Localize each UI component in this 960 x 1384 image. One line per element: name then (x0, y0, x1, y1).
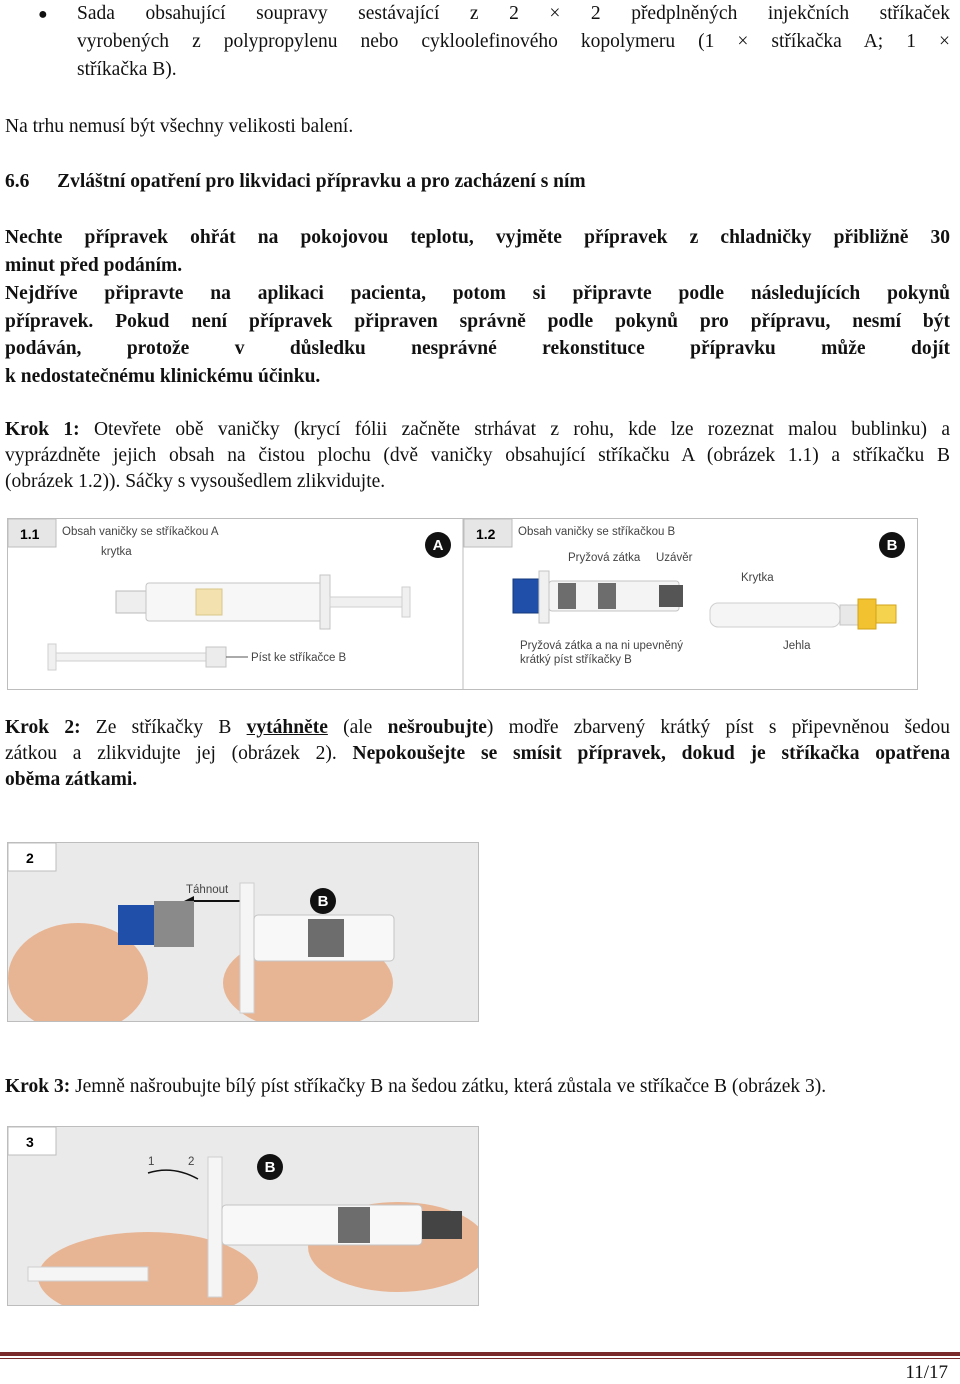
para-line: oběma zátkami. (5, 769, 138, 790)
figure-2-illustration (8, 843, 478, 1021)
para-line: Nechte přípravek ohřát na pokojovou teplotu, vyjměte přípravek z chladničky přibližně 30 (5, 227, 950, 248)
figure-1-2-number: 1.2 (476, 526, 496, 542)
para-line (5, 741, 950, 767)
label-rubber-stopper: Pryžová zátka (568, 552, 641, 564)
figure-1-1-number: 1.1 (20, 526, 40, 542)
para-fragment: Nepokoušejte se smísit přípravek, dokud je stříkačka opatřena (336, 743, 951, 764)
figure-1 (7, 518, 918, 690)
para-fragment: ) modře zbarvený krátký píst s připevněnou šedou (486, 717, 950, 738)
syringe-a-icon (116, 575, 410, 629)
figure-1-illustration (8, 519, 917, 689)
needle-with-cap-icon (710, 599, 896, 629)
bullet-line: Sada obsahující soupravy sestávající z 2 × 2 předplněných injekčních stříkaček (77, 3, 950, 24)
para-fragment: Otevřete obě vaničky (krycí fólii začněte strhávat z rohu, kde lze rozeznat malou bublinku) a (79, 419, 950, 440)
para-line: minut před podáním. (5, 254, 183, 276)
label-short-plunger-1: Pryžová zátka a na ni upevněný (520, 640, 684, 652)
section-heading (5, 168, 950, 196)
label-cap-a: krytka (101, 546, 132, 558)
section-number: 6.6 (5, 171, 30, 192)
badge-b-label: B (317, 893, 329, 910)
label-needle: Jehla (783, 640, 811, 652)
figure-3-illustration (8, 1127, 478, 1305)
figure-2-number: 2 (26, 850, 34, 866)
label-step-1: 1 (148, 1156, 155, 1168)
step-label: Krok 1: (5, 419, 80, 440)
step-label: Krok 2: (5, 717, 81, 738)
bullet-line: stříkačka B). (77, 59, 177, 80)
label-step-2: 2 (188, 1156, 195, 1168)
step-label: Krok 3: (5, 1076, 71, 1097)
para-line (5, 715, 950, 741)
para-fragment: zátkou a zlikvidujte jej (obrázek 2). (5, 743, 337, 764)
badge-b-label: B (264, 1159, 276, 1176)
figure-3-number: 3 (26, 1134, 34, 1150)
label-short-plunger-2: krátký píst stříkačky B (520, 654, 632, 666)
section-title: Zvláštní opatření pro likvidaci přípravku a pro zacházení s ním (57, 171, 586, 192)
para-line (5, 417, 950, 443)
para-fragment: (ale (327, 717, 388, 738)
footer-rule (0, 1352, 960, 1356)
footer-rule-thin (0, 1358, 960, 1359)
para-line: podáván, protože v důsledku nesprávné rekonstituce přípravku může dojít (5, 338, 950, 359)
para-line: (obrázek 1.2)). Sáčky s vysoušedlem zlikvidujte. (5, 471, 386, 492)
para-fragment: vytáhněte (246, 717, 328, 738)
bullet-line: vyrobených z polypropylenu nebo cykloolefinového kopolymeru (1 × stříkačka A; 1 × (77, 31, 950, 52)
para-line (5, 308, 950, 336)
figure-2 (7, 842, 479, 1022)
preparation-paragraph (5, 280, 950, 390)
para-fragment: Jemně našroubujte bílý píst stříkačky B na šedou zátku, která zůstala ve stříkačce B (obrázek 3). (70, 1076, 827, 1097)
step3-paragraph (5, 1074, 950, 1100)
warm-up-paragraph (5, 224, 950, 279)
para-line: vyprázdněte jejich obsah na čistou plochu (dvě vaničky obsahující stříkačku A (obrázek 1.1) a stříkačku B (5, 445, 950, 466)
label-pull: Táhnout (186, 884, 229, 896)
syringe-b-icon (513, 571, 683, 623)
page-number: 11/17 (905, 1362, 948, 1383)
label-cap-b: Krytka (741, 572, 774, 584)
bullet-dot-icon: ● (38, 6, 48, 23)
para-fragment: Ze stříkačky B (80, 717, 247, 738)
bullet-item (0, 0, 960, 90)
figure-1-2-title: Obsah vaničky se stříkačkou B (518, 526, 676, 538)
step1-paragraph (5, 417, 950, 495)
para-fragment: přípravek. (5, 310, 94, 332)
para-line: Nejdříve připravte na aplikaci pacienta, potom si připravte podle následujících pokynů (5, 283, 950, 304)
plunger-b-icon (48, 644, 226, 670)
badge-a-label: A (432, 537, 444, 554)
label-closure: Uzávěr (656, 552, 693, 564)
pack-size-note: Na trhu nemusí být všechny velikosti balení. (5, 116, 354, 137)
para-fragment: nešroubujte (387, 717, 487, 738)
figure-1-1-title: Obsah vaničky se stříkačkou A (62, 526, 219, 538)
badge-b-label: B (886, 537, 898, 554)
para-fragment: Pokud není přípravek připraven správně podle pokynů pro přípravu, nesmí být (93, 310, 950, 332)
figure-3 (7, 1126, 479, 1306)
step2-paragraph (5, 715, 950, 793)
label-plunger-b: Píst ke stříkačce B (251, 652, 347, 664)
para-line: k nedostatečnému klinickému účinku. (5, 365, 321, 387)
